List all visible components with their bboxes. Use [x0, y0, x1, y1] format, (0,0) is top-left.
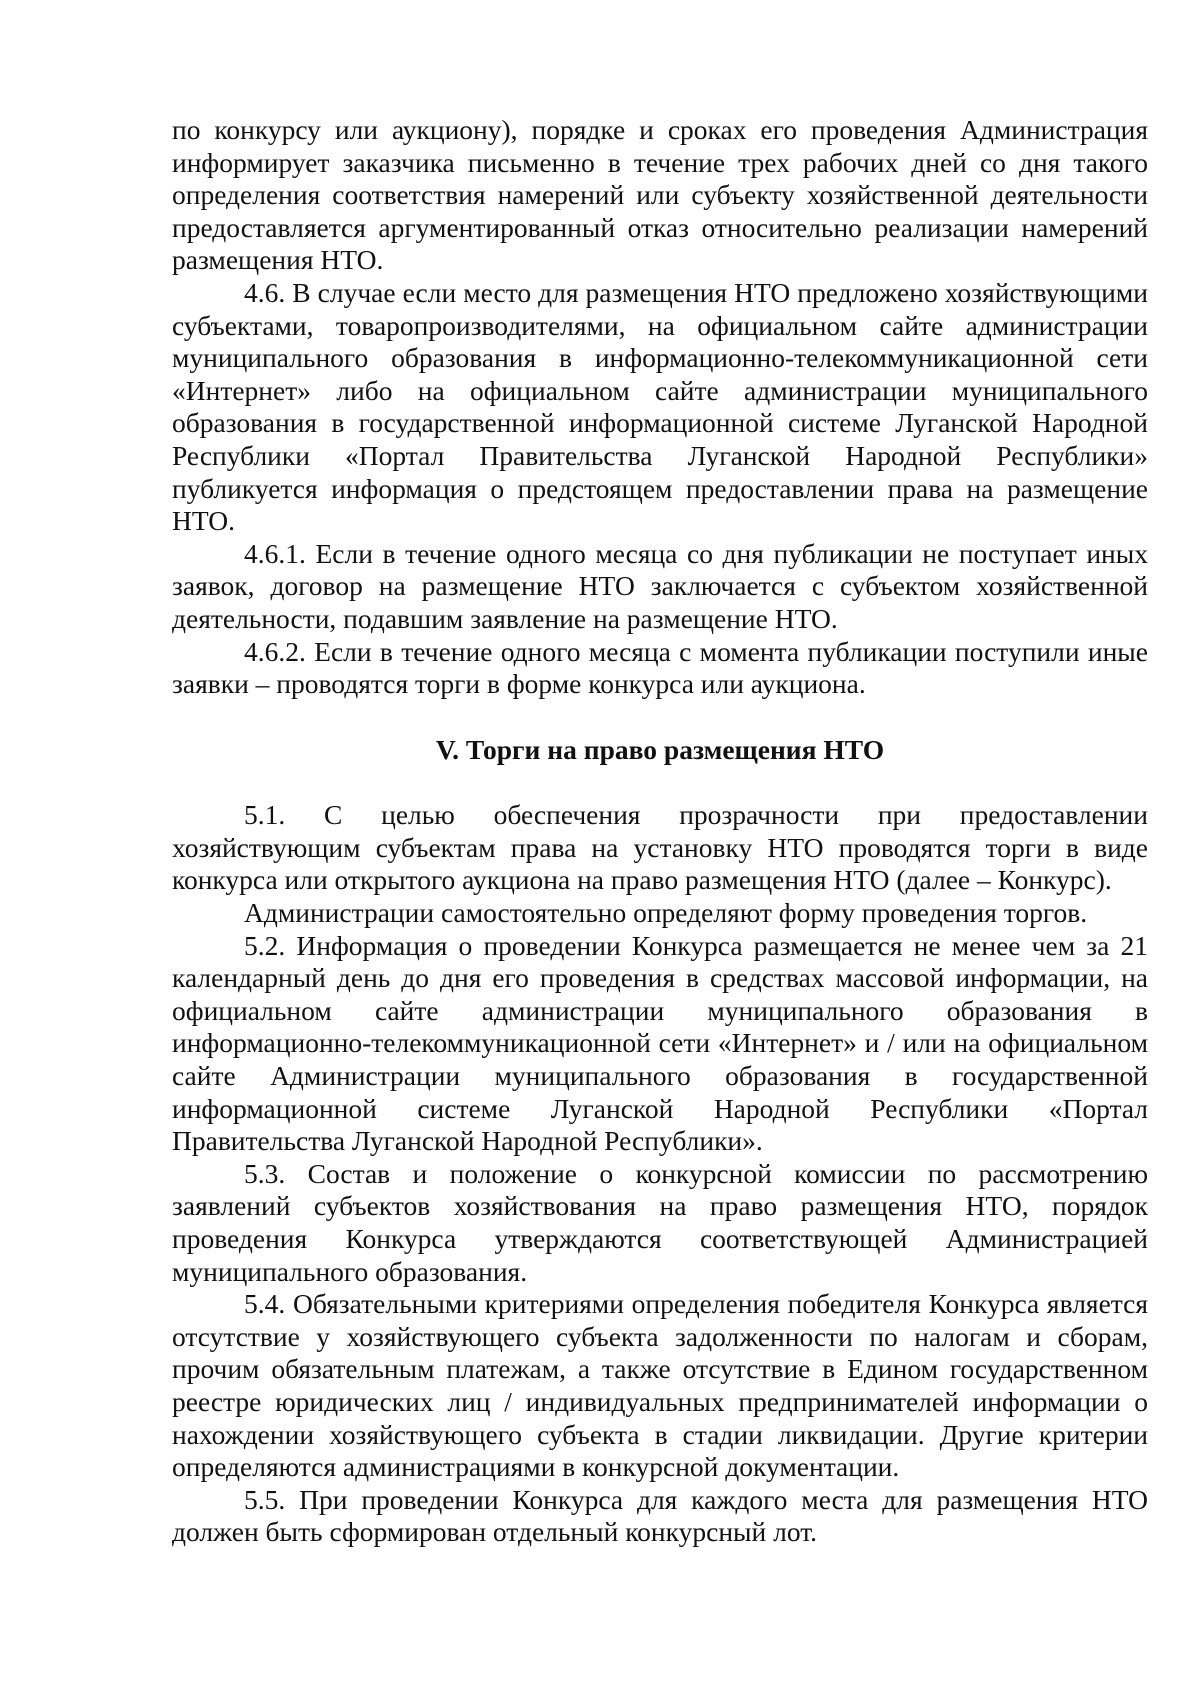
paragraph-continuation: по конкурсу или аукциону), порядке и сроках его проведения Администрация информирует заказчика письменно в течение трех рабочих дней со дня такого определения соответствия намерений или субъекту хозяйственной деятельности предоставляется аргументированный отказ относительно реализации намерений размещения НТО. — [172, 114, 1148, 276]
paragraph-5-2: 5.2. Информация о проведении Конкурса размещается не менее чем за 21 календарный день до дня его проведения в средствах массовой информации, на официальном сайте администрации муниципального образования в информационно-телекоммуникационной сети «Интернет» и / или на официальном сайте Администрации муниципального образования в государственной информационной системе Луганской Народной Республики «Портал Правительства Луганской Народной Республики». — [172, 929, 1148, 1157]
section-heading-v: V. Торги на право размещения НТО — [435, 733, 885, 765]
paragraph-4-6: 4.6. В случае если место для размещения НТО предложено хозяйствующими субъектами, товаропроизводителями, на официальном сайте администрации муниципального образования в информационно-телекоммуникационной сети «Интернет» либо на официальном сайте администрации муниципального образования в государственной информационной системе Луганской Народной Республики «Портал Правительства Луганской Народной Республики» публикуется информация о предстоящем предоставлении права на размещение НТО. — [172, 276, 1148, 537]
document-body — [172, 114, 1148, 1549]
paragraph-4-6-1: 4.6.1. Если в течение одного месяца со дня публикации не поступает иных заявок, договор на размещение НТО заключается с субъектом хозяйственной деятельности, подавшим заявление на размещение НТО. — [172, 537, 1148, 634]
paragraph-5-5: 5.5. При проведении Конкурса для каждого места для размещения НТО должен быть сформирован отдельный конкурсный лот. — [172, 1483, 1148, 1548]
paragraph-4-6-2: 4.6.2. Если в течение одного месяца с момента публикации поступили иные заявки – проводятся торги в форме конкурса или аукциона. — [172, 635, 1148, 700]
paragraph-5-1: 5.1. С целью обеспечения прозрачности при предоставлении хозяйствующим субъектам права на установку НТО проводятся торги в виде конкурса или открытого аукциона на право размещения НТО (далее – Конкурс). — [172, 799, 1148, 896]
paragraph-5-1-b: Администрации самостоятельно определяют форму проведения торгов. — [244, 897, 1088, 929]
paragraph-5-4: 5.4. Обязательными критериями определения победителя Конкурса является отсутствие у хозяйствующего субъекта задолженности по налогам и сборам, прочим обязательным платежам, а также отсутствие в Едином государственном реестре юридических лиц / индивидуальных предпринимателей информации о нахождении хозяйствующего субъекта в стадии ликвидации. Другие критерии определяются администрациями в конкурсной документации. — [172, 1288, 1148, 1483]
paragraph-5-3: 5.3. Состав и положение о конкурсной комиссии по рассмотрению заявлений субъектов хозяйствования на право размещения НТО, порядок проведения Конкурса утверждаются соответствующей Администрацией муниципального образования. — [172, 1157, 1148, 1287]
